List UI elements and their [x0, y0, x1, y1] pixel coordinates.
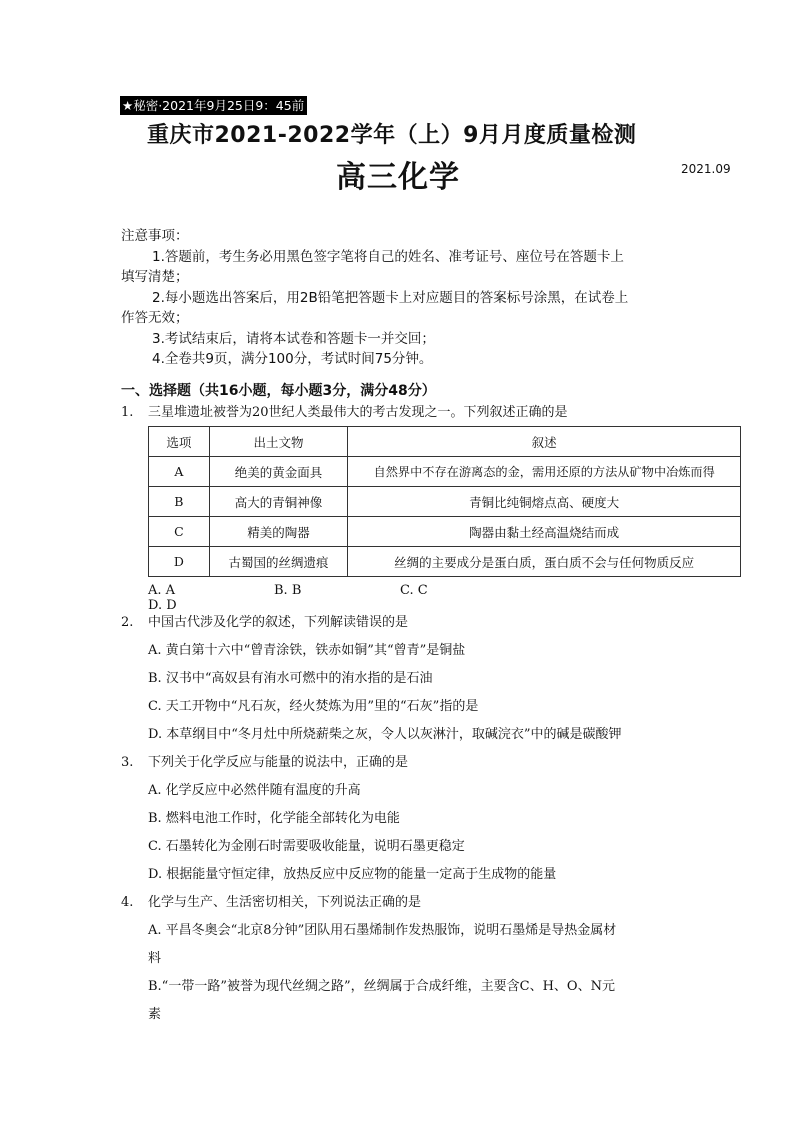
table-cell: 丝绸的主要成分是蛋白质，蛋白质不会与任何物质反应 [348, 547, 741, 577]
table-cell: C [149, 517, 210, 547]
notes-heading: 注意事项： [121, 228, 189, 244]
table-cell: D [149, 547, 210, 577]
table-header: 叙述 [348, 427, 741, 457]
exam-title: 重庆市2021-2022学年（上）9月月度质量检测 [147, 123, 637, 148]
table-row [149, 547, 741, 577]
note-line: 4.全卷共9页，满分100分，考试时间75分钟。 [152, 351, 433, 367]
question-number: 3. [121, 755, 134, 770]
option-a: A. 黄白第十六中“曾青涂铁，铁赤如铜”其“曾青”是铜盐 [148, 643, 466, 658]
option-c: C. 石墨转化为金刚石时需要吸收能量，说明石墨更稳定 [148, 839, 465, 854]
table-cell: 青铜比纯铜熔点高、硬度大 [348, 487, 741, 517]
question-2 [121, 611, 691, 630]
option-a: A. 平昌冬奥会“北京8分钟”团队用石墨烯制作发热服饰，说明石墨烯是导热金属材 [148, 923, 617, 938]
choice-a: A. A [148, 583, 176, 598]
table-cell: 古蜀国的丝绸遗痕 [209, 547, 348, 577]
section-heading: 一、选择题（共16小题，每小题3分，满分48分） [121, 383, 436, 399]
question-stem: 三星堆遗址被誉为20世纪人类最伟大的考古发现之一。下列叙述正确的是 [148, 405, 568, 420]
subject-title: 高三化学 [336, 160, 460, 195]
confidential-label: ★秘密·2021年9月25日9：45前 [120, 96, 307, 115]
table-cell: 高大的青铜神像 [209, 487, 348, 517]
table-header: 出土文物 [209, 427, 348, 457]
option-b: B.“一带一路”被誉为现代丝绸之路”，丝绸属于合成纤维，主要含C、H、O、N元 [148, 979, 615, 994]
option-a-continued: 料 [148, 951, 162, 966]
option-a: A. 化学反应中必然伴随有温度的升高 [148, 783, 361, 798]
question-stem: 中国古代涉及化学的叙述，下列解读错误的是 [148, 615, 409, 630]
question-number: 1. [121, 405, 134, 420]
option-d: D. 根据能量守恒定律，放热反应中反应物的能量一定高于生成物的能量 [148, 867, 557, 882]
choice-c: C. C [400, 583, 428, 598]
option-b: B. 燃料电池工作时，化学能全部转化为电能 [148, 811, 400, 826]
table-row [149, 517, 741, 547]
note-line: 3.考试结束后，请将本试卷和答题卡一并交回； [152, 330, 435, 347]
option-b: B. 汉书中“高奴县有洧水可燃中的洧水指的是石油 [148, 671, 433, 686]
question-number: 4. [121, 895, 134, 910]
table-cell: A [149, 457, 210, 487]
table-cell: B [149, 487, 210, 517]
table-header: 选项 [149, 427, 210, 457]
relics-table [148, 426, 741, 577]
table-cell: 陶器由黏土经高温烧结而成 [348, 517, 741, 547]
note-line: 填写清楚； [121, 269, 189, 285]
question-4 [121, 891, 691, 910]
note-line: 作答无效； [121, 310, 189, 326]
option-b-continued: 素 [148, 1007, 162, 1022]
note-line: 1.答题前，考生务必用黑色签字笔将自己的姓名、准考证号、座位号在答题卡上 [152, 248, 624, 265]
question-1 [121, 401, 691, 420]
question-3 [121, 751, 691, 770]
table-cell: 自然界中不存在游离态的金，需用还原的方法从矿物中冶炼而得 [348, 457, 741, 487]
notes-block [121, 226, 691, 370]
question-stem: 化学与生产、生活密切相关，下列说法正确的是 [148, 895, 422, 910]
table-row [149, 487, 741, 517]
table-cell: 精美的陶器 [209, 517, 348, 547]
answer-choices [148, 583, 648, 613]
choice-b: B. B [274, 583, 302, 598]
question-stem: 下列关于化学反应与能量的说法中，正确的是 [148, 755, 409, 770]
table-header-row [149, 427, 741, 457]
option-c: C. 天工开物中“凡石灰，经火焚炼为用”里的“石灰”指的是 [148, 699, 479, 714]
choice-d: D. D [148, 598, 177, 613]
table-cell: 绝美的黄金面具 [209, 457, 348, 487]
exam-date: 2021.09 [681, 162, 731, 176]
table-row [149, 457, 741, 487]
question-number: 2. [121, 615, 134, 630]
option-d: D. 本草纲目中“冬月灶中所烧薪柴之灰，令人以灰淋汁，取碱浣衣”中的碱是碳酸钾 [148, 727, 622, 742]
note-line: 2.每小题选出答案后，用2B铅笔把答题卡上对应题目的答案标号涂黑，在试卷上 [152, 289, 629, 306]
